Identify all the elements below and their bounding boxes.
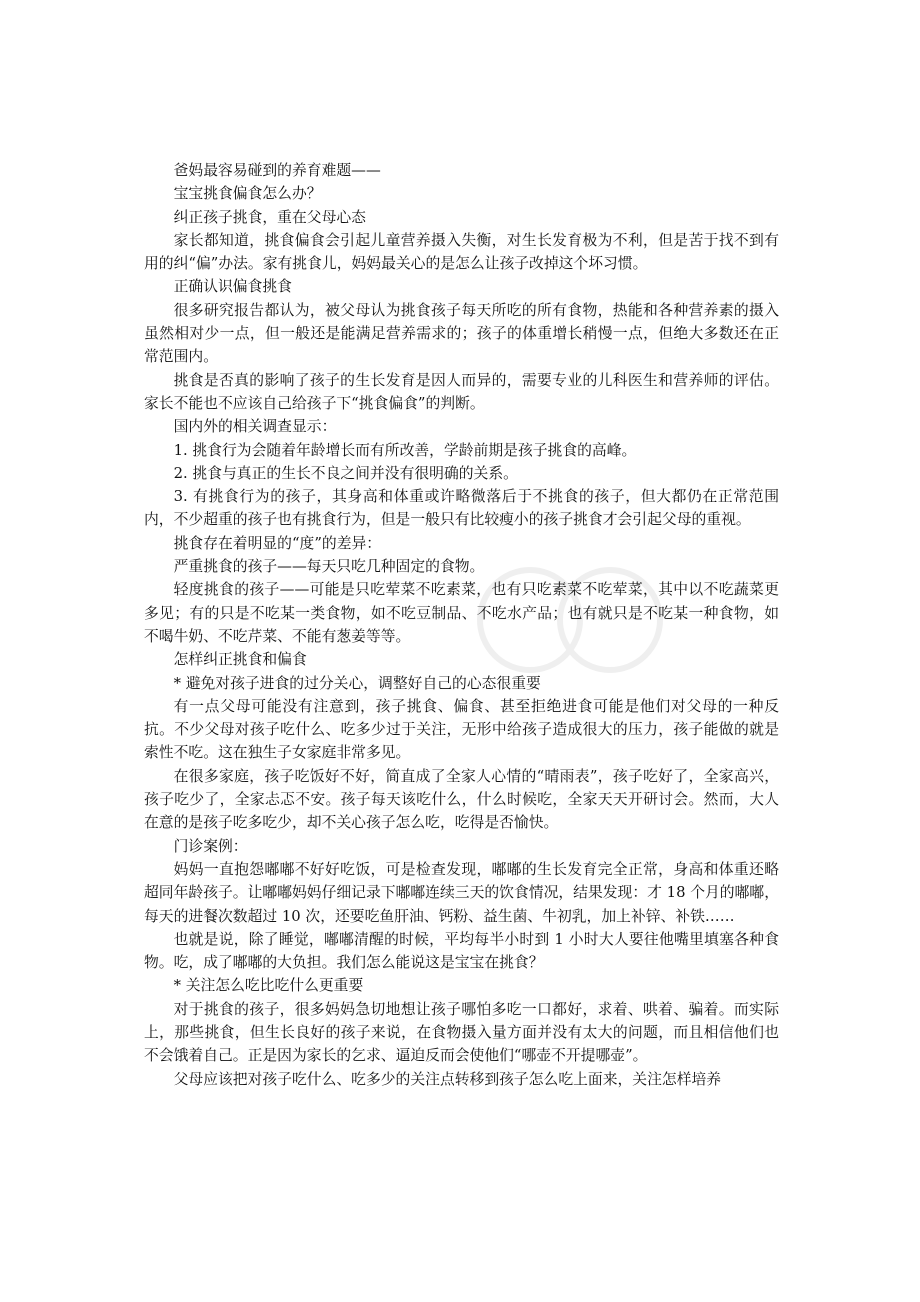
paragraph: * 避免对孩子进食的过分关心，调整好自己的心态很重要 — [173, 674, 541, 692]
paragraph: 国内外的相关调查显示： — [173, 418, 337, 436]
paragraph: 挑食存在着明显的“度”的差异： — [173, 534, 382, 552]
paragraph: 在很多家庭，孩子吃饭好不好，简直成了全家人心情的“晴雨表”，孩子吃好了，全家高兴，孩子吃少了，全家忐忑不安。孩子每天该吃什么，什么时候吃，全家天天开研讨会。然而，大人在意的是孩子吃多吃少，却不关心孩子怎么吃，吃得是否愉快。 — [144, 767, 779, 832]
paragraph: 家长都知道，挑食偏食会引起儿童营养摄入失衡，对生长发育极为不利，但是苦于找不到有用的纠“偏”办法。家有挑食儿，妈妈最关心的是怎么让孩子改掉这个坏习惯。 — [144, 231, 779, 273]
paragraph: 严重挑食的孩子——每天只吃几种固定的食物。 — [173, 558, 485, 576]
paragraph: 门诊案例： — [173, 837, 248, 855]
document-body — [144, 159, 779, 1091]
paragraph: 1. 挑食行为会随着年龄增长而有所改善，学龄前期是孩子挑食的高峰。 — [173, 441, 637, 459]
paragraph: 爸妈最容易碰到的养育难题—— — [173, 162, 381, 179]
paragraph: 挑食是否真的影响了孩子的生长发育是因人而异的，需要专业的儿科医生和营养师的评估。家长不能也不应该自己给孩子下“挑食偏食”的判断。 — [144, 371, 779, 412]
paragraph: 父母应该把对孩子吃什么、吃多少的关注点转移到孩子怎么吃上面来，关注怎样培养 — [173, 1070, 722, 1088]
paragraph: 正确认识偏食挑食 — [173, 278, 292, 296]
paragraph: 轻度挑食的孩子——可能是只吃荤菜不吃素菜，也有只吃素菜不吃荤菜，其中以不吃蔬菜更多见；有的只是不吃某一类食物，如不吃豆制品、不吃水产品；也有就只是不吃某一种食物，如不喝牛奶、不吃芹菜、不能有葱姜等等。 — [144, 581, 779, 645]
paragraph: 2. 挑食与真正的生长不良之间并没有很明确的关系。 — [173, 464, 518, 482]
paragraph: 怎样纠正挑食和偏食 — [173, 651, 307, 669]
paragraph: 对于挑食的孩子，很多妈妈急切地想让孩子哪怕多吃一口都好，求着、哄着、骗着。而实际上，那些挑食，但生长良好的孩子来说，在食物摄入量方面并没有太大的问题，而且相信他们也不会饿着自己。正是因为家长的乞求、逼迫反而会使他们“哪壶不开提哪壶”。 — [144, 1000, 779, 1065]
paragraph: 纠正孩子挑食，重在父母心态 — [173, 208, 366, 226]
paragraph: * 关注怎么吃比吃什么更重要 — [173, 977, 364, 995]
paragraph: 宝宝挑食偏食怎么办？ — [173, 185, 322, 203]
paragraph: 也就是说，除了睡觉，嘟嘟清醒的时候，平均每半小时到 1 小时大人要往他嘴里填塞各种食物。吃，成了嘟嘟的大负担。我们怎么能说这是宝宝在挑食？ — [144, 930, 779, 972]
paragraph: 3. 有挑食行为的孩子，其身高和体重或许略微落后于不挑食的孩子，但大都仍在正常范围内，不少超重的孩子也有挑食行为，但是一般只有比较瘦小的孩子挑食才会引起父母的重视。 — [144, 488, 779, 529]
paragraph: 有一点父母可能没有注意到，孩子挑食、偏食、甚至拒绝进食可能是他们对父母的一种反抗。不少父母对孩子吃什么、吃多少过于关注，无形中给孩子造成很大的压力，孩子能做的就是索性不吃。这在独生子女家庭非常多见。 — [144, 697, 779, 762]
paragraph: 很多研究报告都认为，被父母认为挑食孩子每天所吃的所有食物，热能和各种营养素的摄入虽然相对少一点，但一般还是能满足营养需求的；孩子的体重增长稍慢一点，但绝大多数还在正常范围内。 — [144, 301, 779, 366]
paragraph: 妈妈一直抱怨嘟嘟不好好吃饭，可是检查发现，嘟嘟的生长发育完全正常，身高和体重还略超同年龄孩子。让嘟嘟妈妈仔细记录下嘟嘟连续三天的饮食情况，结果发现：才 18 个月的嘟嘟，每天的进餐次数超过 10 次，还要吃鱼肝油、钙粉、益生菌、牛初乳，加上补锌、补铁…… — [144, 860, 779, 925]
